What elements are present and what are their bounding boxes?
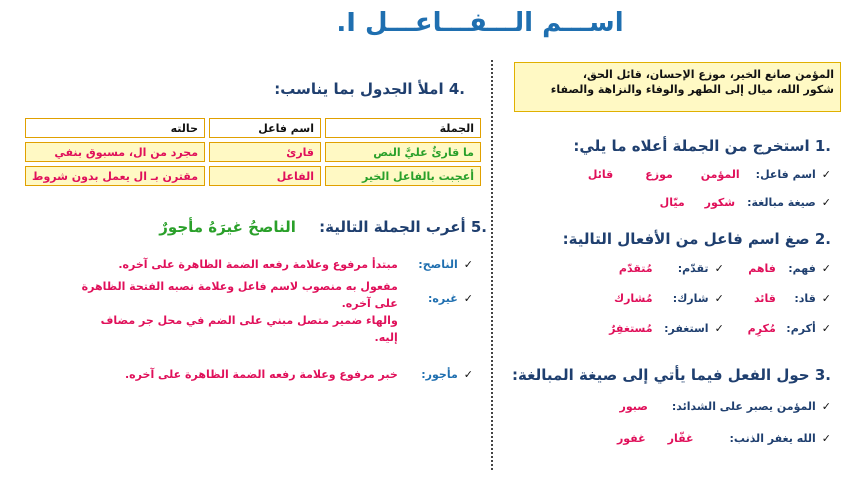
check-icon: ✓ (821, 432, 831, 445)
column-divider (491, 60, 493, 470)
section4-heading: .4 املأ الجدول بما يناسب: (274, 80, 465, 98)
table-header-cell: اسم فاعل (209, 118, 321, 138)
page-title (300, 8, 660, 38)
check-icon: ✓ (714, 292, 724, 305)
section3-heading: .3 حول الفعل فيما يأتي إلى صيغة المبالغة: (512, 366, 831, 384)
section2-row-2: ✓ قاد: قائد ✓ شارك: مُشارك (614, 292, 831, 305)
i3rab-item-3: ✓ مأجور: خبر مرفوع وعلامة رفعه الضمة الظاهرة على آخره. (125, 368, 473, 381)
intro-line-2: شكور الله، ميال إلى الطهر والوفاء والنزاهة والصفاء (550, 83, 834, 96)
intro-line-1: المؤمن صانع الخير، موزع الإحسان، قائل الحق، (582, 68, 834, 81)
check-icon: ✓ (821, 322, 831, 335)
title-number: I. (336, 8, 356, 38)
section5-sentence: الناصحُ غيرَهُ مأجورٌ (159, 218, 296, 236)
check-icon: ✓ (821, 196, 831, 209)
section2-row-3: ✓ أكرم: مُكرِم ✓ استغفر: مُستغفِرٌ (609, 322, 831, 335)
table-row (25, 142, 481, 162)
table-cell: الفاعل (209, 166, 321, 186)
table-cell: مقترن بـ ال يعمل بدون شروط (25, 166, 205, 186)
table-header-cell: حالته (25, 118, 205, 138)
table-cell: ما قارئٌ عليَّ النص (325, 142, 481, 162)
i3rab-item-2: ✓ غيره: مفعول به منصوب لاسم فاعل وعلامة نصبه الفتحة الظاهرة على آخره. والهاء ضمير متصل مبني على الضم في محل جر مضاف إليه. (81, 280, 473, 344)
section3-row-1: ✓ المؤمن يصبر على الشدائد: صبور (619, 400, 831, 413)
check-icon: ✓ (463, 258, 473, 271)
section3-row-2: ✓ الله يغفر الذنب: غفّار غفور (616, 432, 831, 445)
table-header-row (25, 118, 481, 138)
table-cell: أعجبت بالفاعل الخير (325, 166, 481, 186)
check-icon: ✓ (821, 292, 831, 305)
table-cell: مجرد من ال، مسبوق بنفي (25, 142, 205, 162)
check-icon: ✓ (463, 292, 473, 305)
table-cell: قارئ (209, 142, 321, 162)
check-icon: ✓ (714, 322, 724, 335)
section1-row-2: ✓ صيغة مبالغة: شكور ميّال (659, 196, 831, 209)
check-icon: ✓ (714, 262, 724, 275)
section2-row-1: ✓ فهم: فاهم ✓ تقدّم: مُتقدّم (618, 262, 831, 275)
check-icon: ✓ (821, 400, 831, 413)
i3rab-item-1: ✓ الناصح: مبتدأ مرفوع وعلامة رفعه الضمة الظاهرة على آخره. (118, 258, 473, 271)
check-icon: ✓ (821, 168, 831, 181)
table-row (25, 166, 481, 186)
section5-heading: .5 أعرب الجملة التالية: الناصحُ غيرَهُ مأجورٌ (159, 218, 487, 236)
section2-heading: .2 صغ اسم فاعل من الأفعال التالية: (562, 230, 831, 248)
title-text: اســـم الـــفـــاعـــل (364, 8, 624, 38)
table-header-cell: الجملة (325, 118, 481, 138)
section1-heading: .1 استخرج من الجملة أعلاه ما يلي: (573, 137, 831, 155)
intro-box (514, 62, 841, 112)
section1-row-1: ✓ اسم فاعل: المؤمن موزع قائل (587, 168, 831, 181)
check-icon: ✓ (463, 368, 473, 381)
check-icon: ✓ (821, 262, 831, 275)
fill-table (21, 114, 485, 190)
